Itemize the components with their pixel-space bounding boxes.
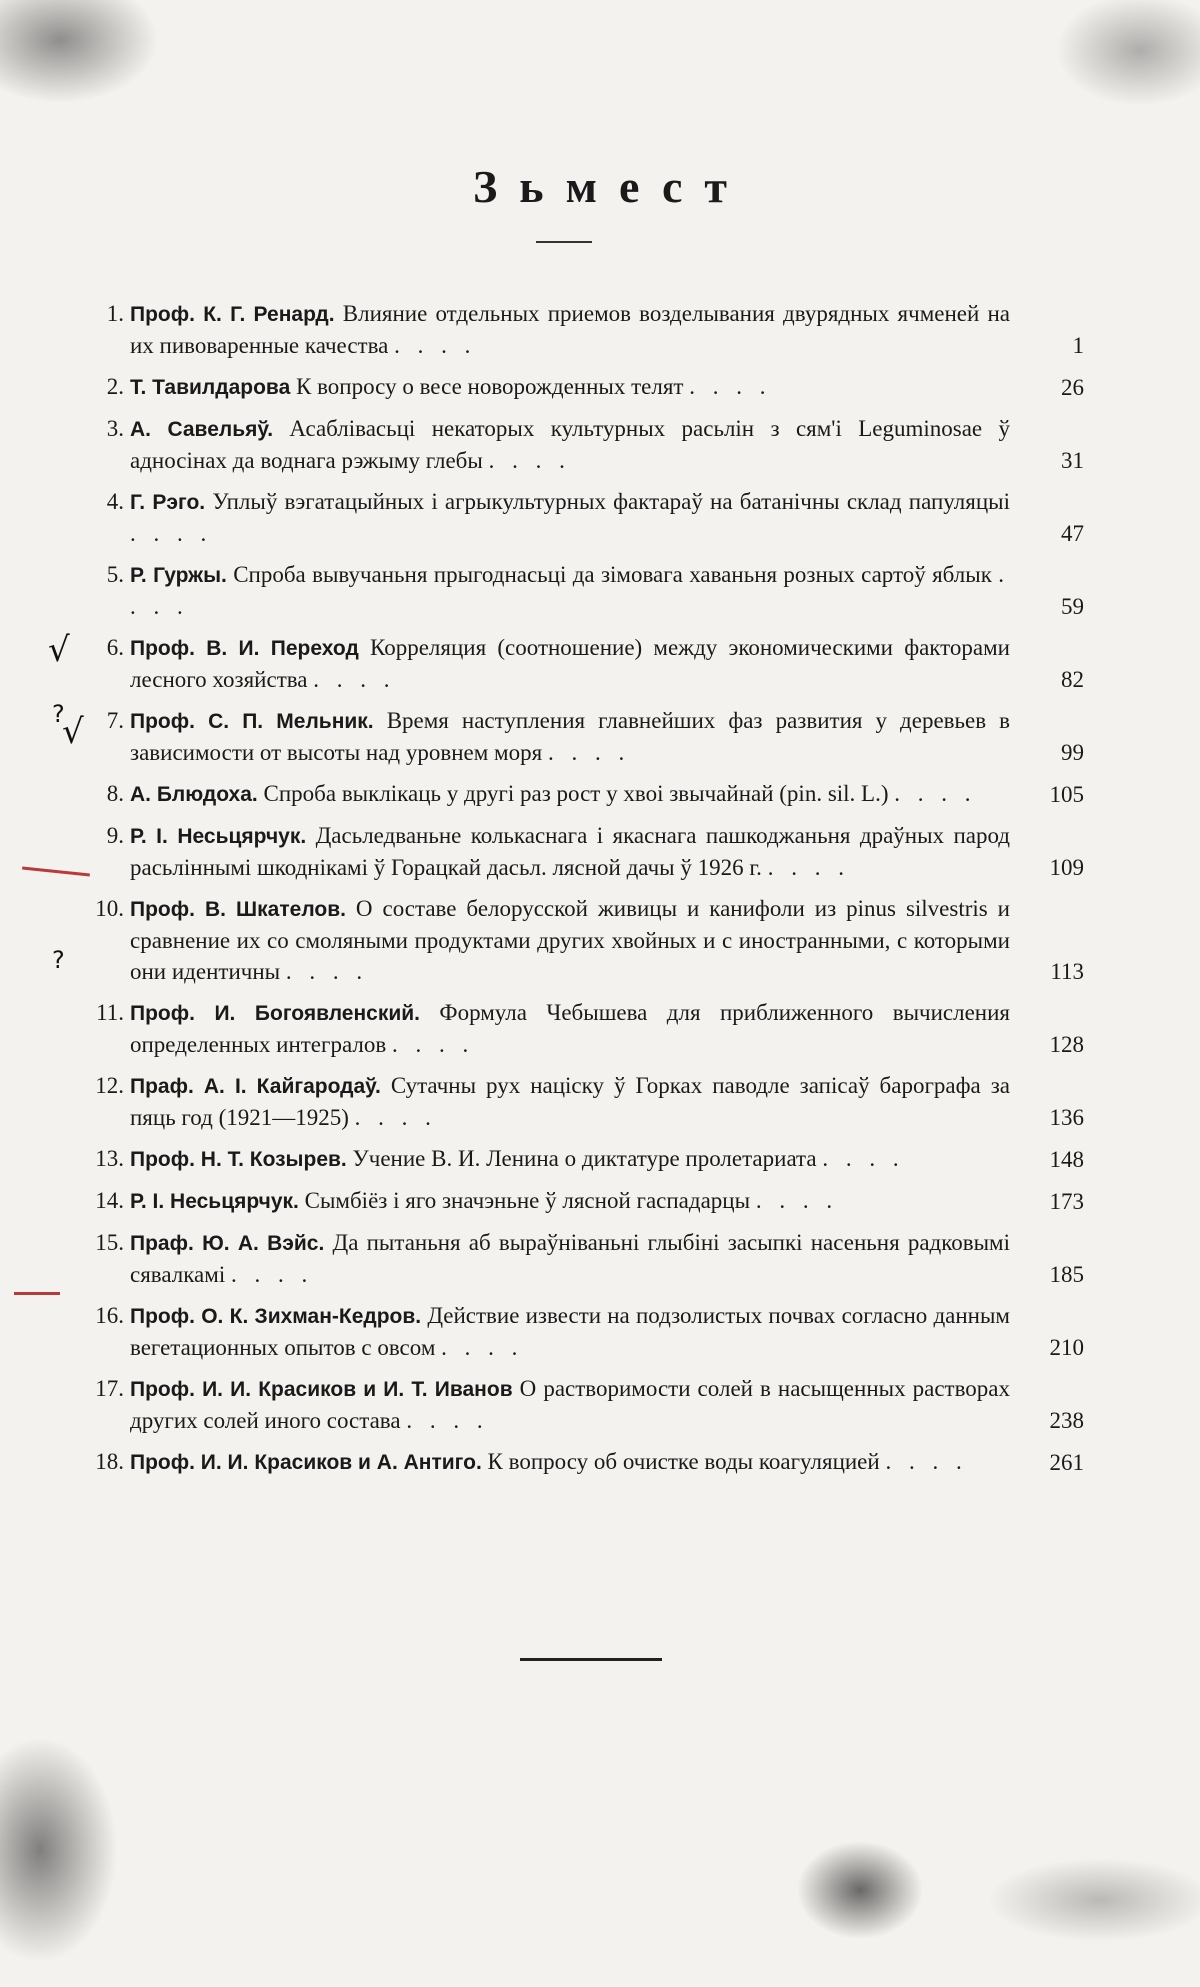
entry-title: К вопросу о весе новорожденных телят: [296, 374, 684, 399]
entry-title: О составе белорусской живицы и канифоли из pinus silvestris и сравнение их со смоляными продуктами других хвойных и с иностранными, с которыми они идентичны: [130, 896, 1010, 984]
entry-title: Влияние отдельных приемов возделывания двурядных ячменей на их пивоваренные качества: [130, 301, 1010, 358]
toc-entry: [80, 1185, 1090, 1217]
entry-title: О растворимости солей в насыщенных растворах других солей иного состава: [130, 1376, 1011, 1433]
entry-page: 109: [1049, 855, 1084, 880]
toc-entry: [80, 1143, 1090, 1175]
entry-body: [130, 371, 1010, 403]
entry-body: [130, 1373, 1010, 1436]
entry-title: Спроба вывучаньня прыгоднасьці да зімовага хаваньня розных сартоў яблык: [233, 562, 992, 587]
leader-dots: . . . .: [767, 855, 850, 880]
entry-page: 128: [1049, 1032, 1084, 1057]
entry-number: 2.: [106, 374, 124, 399]
leader-dots: . . . .: [822, 1146, 905, 1171]
entry-author: Р. І. Несьцярчук.: [130, 825, 307, 848]
entry-body: [130, 1185, 1010, 1217]
entry-page: 136: [1049, 1105, 1084, 1130]
leader-dots: . . . .: [285, 959, 369, 984]
entry-number: 5.: [106, 562, 124, 587]
leader-dots: . . . .: [755, 1188, 839, 1213]
entry-number: 13.: [95, 1146, 124, 1171]
entry-title: Учение В. И. Ленина о диктатуре пролетариата: [352, 1146, 817, 1171]
leader-dots: . . . .: [394, 333, 477, 358]
toc-entry: [80, 1070, 1090, 1133]
entry-author: Р. І. Несьцярчук.: [130, 1190, 299, 1213]
toc-entry: [80, 1300, 1090, 1363]
entry-number: 10.: [95, 896, 124, 921]
entry-number: 16.: [95, 1303, 124, 1328]
entry-page: 26: [1061, 375, 1084, 400]
entry-number: 4.: [106, 489, 124, 514]
entry-title: Корреляция (соотношение) между экономическими факторами лесного хозяйства: [130, 635, 1010, 692]
entry-author: А. Блюдоха.: [130, 783, 258, 806]
entry-author: Проф. И. Богоявленский.: [130, 1002, 420, 1025]
leader-dots: . . . .: [894, 781, 977, 806]
entry-title: К вопросу об очистке воды коагуляцией: [487, 1449, 880, 1474]
toc-entry: [80, 1227, 1090, 1290]
entry-title: Уплыў вэгатацыйных і агрыкультурных фактараў на батанічны склад папуляцыі: [212, 489, 1011, 514]
leader-dots: . . . .: [313, 667, 396, 692]
entry-author: Праф. А. І. Кайгародаў.: [130, 1075, 381, 1098]
entry-body: [130, 486, 1010, 549]
entry-body: [130, 413, 1010, 476]
entry-title: Спроба выклікаць у другі раз рост у хвоі звычайнай (pin. sil. L.): [263, 781, 889, 806]
entry-title: Действие извести на подзолистых почвах согласно данным вегетационных опытов с овсом: [130, 1303, 1010, 1360]
entry-page: 1: [1072, 333, 1084, 358]
entry-author: Праф. Ю. А. Вэйс.: [130, 1232, 325, 1255]
toc-entry: [80, 371, 1090, 403]
entry-title: Сутачны рух націску ў Горках паводле запісаў барографа за пяць год (1921—1925): [130, 1073, 1010, 1130]
leader-dots: . . . .: [547, 740, 631, 765]
entry-page: 99: [1061, 740, 1084, 765]
leader-dots: . . . .: [885, 1449, 968, 1474]
entry-number: 6.: [106, 635, 124, 660]
entry-page: 105: [1049, 782, 1084, 807]
entry-page: 238: [1049, 1408, 1084, 1433]
leader-dots: . . . .: [689, 374, 772, 399]
page-title: Зьмест: [473, 161, 749, 212]
toc-entry: [80, 298, 1090, 361]
toc-entry: [80, 705, 1090, 768]
entry-number: 11.: [96, 1000, 124, 1025]
entry-number: 9.: [106, 823, 124, 848]
toc-entry: [80, 778, 1090, 810]
leader-dots: . . . .: [488, 448, 571, 473]
entry-page: 113: [1050, 959, 1084, 984]
entry-body: [130, 820, 1010, 883]
entry-body: [130, 893, 1010, 987]
entry-author: Проф. К. Г. Ренард.: [130, 303, 335, 326]
entry-page: 47: [1061, 521, 1084, 546]
entry-page: 210: [1049, 1335, 1084, 1360]
entry-page: 185: [1049, 1262, 1084, 1287]
entry-number: 14.: [95, 1188, 124, 1213]
entry-author: Проф. О. К. Зихман-Кедров.: [130, 1305, 422, 1328]
entry-page: 148: [1049, 1147, 1084, 1172]
entry-title: Сымбіёз і яго значэньне ў лясной гаспадарцы: [304, 1188, 751, 1213]
entry-title: Дасьледваньне колькаснага і якаснага пашкоджаньня драўных парод расьліннымі шкоднікамі ў Горацкай дасьл. лясной дачы ў 1926 г.: [130, 823, 1011, 880]
entry-page: 82: [1061, 667, 1084, 692]
entry-number: 17.: [95, 1376, 124, 1401]
entry-body: [130, 1300, 1010, 1363]
entry-author: Проф. В. И. Переход: [130, 637, 359, 660]
entry-page: 173: [1049, 1189, 1084, 1214]
leader-dots: . . . .: [441, 1335, 524, 1360]
toc-entry: [80, 559, 1090, 622]
entry-number: 3.: [106, 416, 124, 441]
entry-number: 1.: [106, 301, 124, 326]
entry-body: [130, 705, 1010, 768]
entry-body: [130, 1143, 1010, 1175]
toc-entry: [80, 893, 1090, 987]
entry-title: Асаблівасьці некаторых культурных расьлін з сям'і Leguminosae ў адносінах да воднага рэжыму глебы: [130, 416, 1010, 473]
entry-author: Проф. В. Шкателов.: [130, 898, 346, 921]
entry-author: А. Савельяў.: [130, 418, 274, 441]
entry-number: 18.: [95, 1449, 124, 1474]
entry-page: 59: [1061, 594, 1084, 619]
handwritten-check-6: √: [48, 630, 70, 670]
toc-entry: [80, 1373, 1090, 1436]
entry-body: [130, 1227, 1010, 1290]
entry-number: 12.: [95, 1073, 124, 1098]
red-pencil-mark-14: [14, 1292, 60, 1295]
entry-number: 7.: [106, 708, 124, 733]
toc-entry: [80, 820, 1090, 883]
toc-entry: [80, 632, 1090, 695]
leader-dots: . . . .: [391, 1032, 475, 1057]
entry-author: Проф. И. И. Красиков и И. Т. Иванов: [130, 1378, 513, 1401]
title-underline: [536, 241, 592, 243]
entry-body: [130, 298, 1010, 361]
entry-body: [130, 559, 1010, 622]
toc-entry: [80, 486, 1090, 549]
entry-body: [130, 1070, 1010, 1133]
handwritten-question-7: ?: [52, 700, 65, 728]
toc-entry: [80, 997, 1090, 1060]
entry-page: 31: [1061, 448, 1084, 473]
end-rule: [520, 1658, 662, 1661]
entry-body: [130, 632, 1010, 695]
entry-body: [130, 778, 1010, 810]
leader-dots: . . . .: [230, 1262, 314, 1287]
entry-author: Р. Гуржы.: [130, 564, 227, 587]
entry-author: Проф. С. П. Мельник.: [130, 710, 374, 733]
entry-author: Проф. Н. Т. Козырев.: [130, 1148, 347, 1171]
entry-title: Да пытаньня аб выраўніваньні глыбіні засыпкі насеньня радковымі сявалкамі: [130, 1230, 1011, 1287]
leader-dots: . . . .: [406, 1408, 489, 1433]
entry-body: [130, 997, 1010, 1060]
toc-entry: [80, 413, 1090, 476]
leader-dots: . . . .: [354, 1105, 437, 1130]
table-of-contents: [80, 298, 1090, 1488]
entry-author: Т. Тавилдарова: [130, 376, 291, 399]
entry-title: Формула Чебышева для приближенного вычисления определенных интегралов: [130, 1000, 1010, 1057]
handwritten-question-10: ?: [52, 946, 65, 974]
entry-author: Г. Рэго.: [130, 491, 206, 514]
toc-entry: [80, 1446, 1090, 1478]
entry-page: 261: [1049, 1450, 1084, 1475]
entry-number: 15.: [95, 1230, 124, 1255]
entry-title: Время наступления главнейших фаз развития у деревьев в зависимости от высоты над уровнем моря: [130, 708, 1010, 765]
entry-body: [130, 1446, 1010, 1478]
leader-dots: . . . .: [130, 562, 1010, 619]
entry-number: 8.: [106, 781, 124, 806]
handwritten-check-7: √: [62, 712, 84, 752]
leader-dots: . . . .: [130, 521, 213, 546]
entry-author: Проф. И. И. Красиков и А. Антиго.: [130, 1451, 482, 1474]
